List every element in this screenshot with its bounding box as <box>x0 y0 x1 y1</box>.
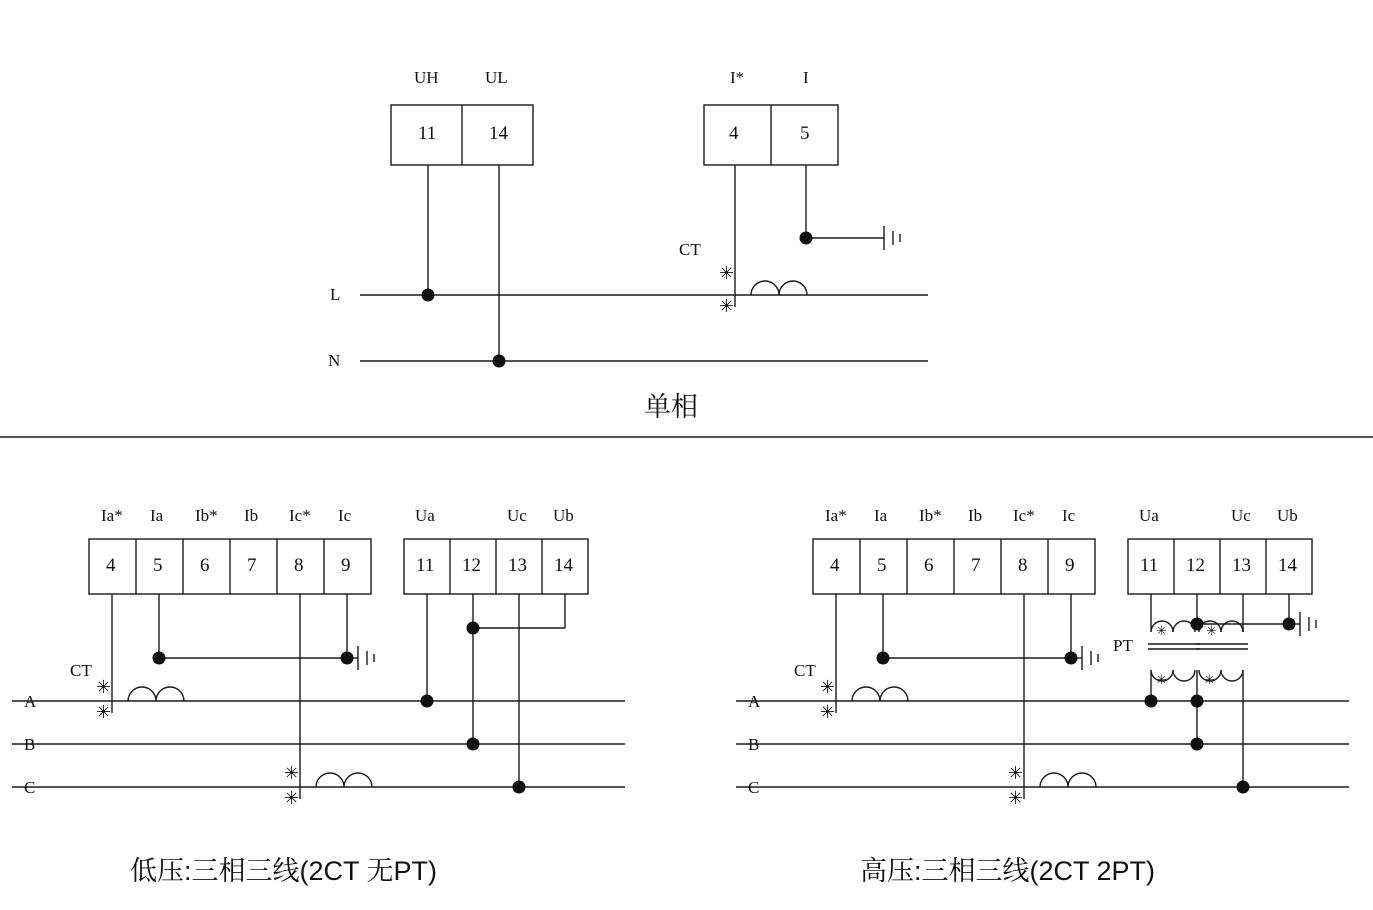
terminal-number-13: 13 <box>1232 555 1251 576</box>
terminal-number-9: 9 <box>1065 555 1075 576</box>
terminal-number-4: 4 <box>106 555 116 576</box>
caption-low-voltage: 低压:三相三线(2CT 无PT) <box>130 856 438 886</box>
phase-label-c: C <box>24 778 36 797</box>
phase-label-c: C <box>748 778 760 797</box>
phase-label-a: A <box>748 692 761 711</box>
junction-dot <box>1191 618 1204 631</box>
ct-label-single: CT <box>679 240 701 259</box>
junction-dot <box>467 738 480 751</box>
junction-dot <box>513 781 526 794</box>
polarity-star-icon: ✳ <box>719 263 735 283</box>
terminal-header-ib-star: Ib* <box>919 506 942 525</box>
terminal-number-11: 11 <box>418 123 437 144</box>
terminal-header-ic-star: Ic* <box>1013 506 1035 525</box>
junction-dot <box>1283 618 1296 631</box>
polarity-star-icon: ✳ <box>96 677 112 697</box>
terminal-header-ic: Ic <box>338 506 352 525</box>
terminal-header-ia-star: Ia* <box>101 506 123 525</box>
junction-dot <box>1191 738 1204 751</box>
polarity-star-icon: ✳ <box>1008 788 1024 808</box>
terminal-number-6: 6 <box>924 555 934 576</box>
junction-dot <box>800 232 813 245</box>
terminal-number-7: 7 <box>247 555 257 576</box>
pt-label-high-voltage: PT <box>1113 636 1133 655</box>
terminal-header-ub: Ub <box>1277 506 1298 525</box>
terminal-number-12: 12 <box>462 555 481 576</box>
terminal-number-12: 12 <box>1186 555 1205 576</box>
terminal-number-6: 6 <box>200 555 210 576</box>
polarity-star-icon: ✳ <box>820 677 836 697</box>
phase-label-b: B <box>748 735 760 754</box>
ct-label-low-voltage: CT <box>70 661 92 680</box>
terminal-number-4: 4 <box>830 555 840 576</box>
terminal-number-13: 13 <box>508 555 527 576</box>
junction-dot <box>1065 652 1078 665</box>
polarity-star-icon: ✳ <box>719 296 735 316</box>
terminal-header-ia: Ia <box>150 506 164 525</box>
terminal-number-14: 14 <box>1278 555 1297 576</box>
polarity-star-icon: ✳ <box>1204 672 1215 687</box>
terminal-number-5: 5 <box>800 123 810 144</box>
terminal-header-ub: Ub <box>553 506 574 525</box>
terminal-header-i: I <box>803 68 809 87</box>
terminal-number-11: 11 <box>1140 555 1159 576</box>
polarity-star-icon: ✳ <box>284 763 300 783</box>
terminal-header-uc: Uc <box>507 506 527 525</box>
terminal-header-ia: Ia <box>874 506 888 525</box>
ct-label-high-voltage: CT <box>794 661 816 680</box>
terminal-header-uh: UH <box>414 68 439 87</box>
terminal-header-i-star: I* <box>730 68 745 87</box>
terminal-header-ib: Ib <box>244 506 259 525</box>
terminal-header-ua: Ua <box>1139 506 1159 525</box>
junction-dot <box>341 652 354 665</box>
terminal-number-4: 4 <box>729 123 739 144</box>
phase-label-b: B <box>24 735 36 754</box>
terminal-number-11: 11 <box>416 555 435 576</box>
terminal-header-ia-star: Ia* <box>825 506 847 525</box>
phase-label-l: L <box>330 285 341 304</box>
polarity-star-icon: ✳ <box>1156 672 1167 687</box>
junction-dot <box>493 355 506 368</box>
terminal-number-8: 8 <box>1018 555 1028 576</box>
terminal-header-ib: Ib <box>968 506 983 525</box>
terminal-number-14: 14 <box>489 123 508 144</box>
terminal-header-ic: Ic <box>1062 506 1076 525</box>
terminal-header-uc: Uc <box>1231 506 1251 525</box>
polarity-star-icon: ✳ <box>820 702 836 722</box>
caption-single-phase: 单相 <box>644 392 698 422</box>
polarity-star-icon: ✳ <box>1206 623 1217 638</box>
terminal-number-14: 14 <box>554 555 573 576</box>
terminal-number-9: 9 <box>341 555 351 576</box>
junction-dot <box>421 695 434 708</box>
junction-dot <box>877 652 890 665</box>
terminal-header-ua: Ua <box>415 506 435 525</box>
polarity-star-icon: ✳ <box>1156 623 1167 638</box>
junction-dot <box>153 652 166 665</box>
polarity-star-icon: ✳ <box>284 788 300 808</box>
terminal-header-ib-star: Ib* <box>195 506 218 525</box>
terminal-header-ul: UL <box>485 68 508 87</box>
junction-dot <box>467 622 480 635</box>
terminal-number-7: 7 <box>971 555 981 576</box>
phase-label-n: N <box>328 351 341 370</box>
junction-dot <box>1145 695 1158 708</box>
terminal-number-5: 5 <box>877 555 887 576</box>
phase-label-a: A <box>24 692 37 711</box>
polarity-star-icon: ✳ <box>96 702 112 722</box>
terminal-header-ic-star: Ic* <box>289 506 311 525</box>
junction-dot <box>1191 695 1204 708</box>
caption-high-voltage: 高压:三相三线(2CT 2PT) <box>860 856 1156 886</box>
junction-dot <box>1237 781 1250 794</box>
terminal-number-8: 8 <box>294 555 304 576</box>
junction-dot <box>422 289 435 302</box>
polarity-star-icon: ✳ <box>1008 763 1024 783</box>
terminal-number-5: 5 <box>153 555 163 576</box>
